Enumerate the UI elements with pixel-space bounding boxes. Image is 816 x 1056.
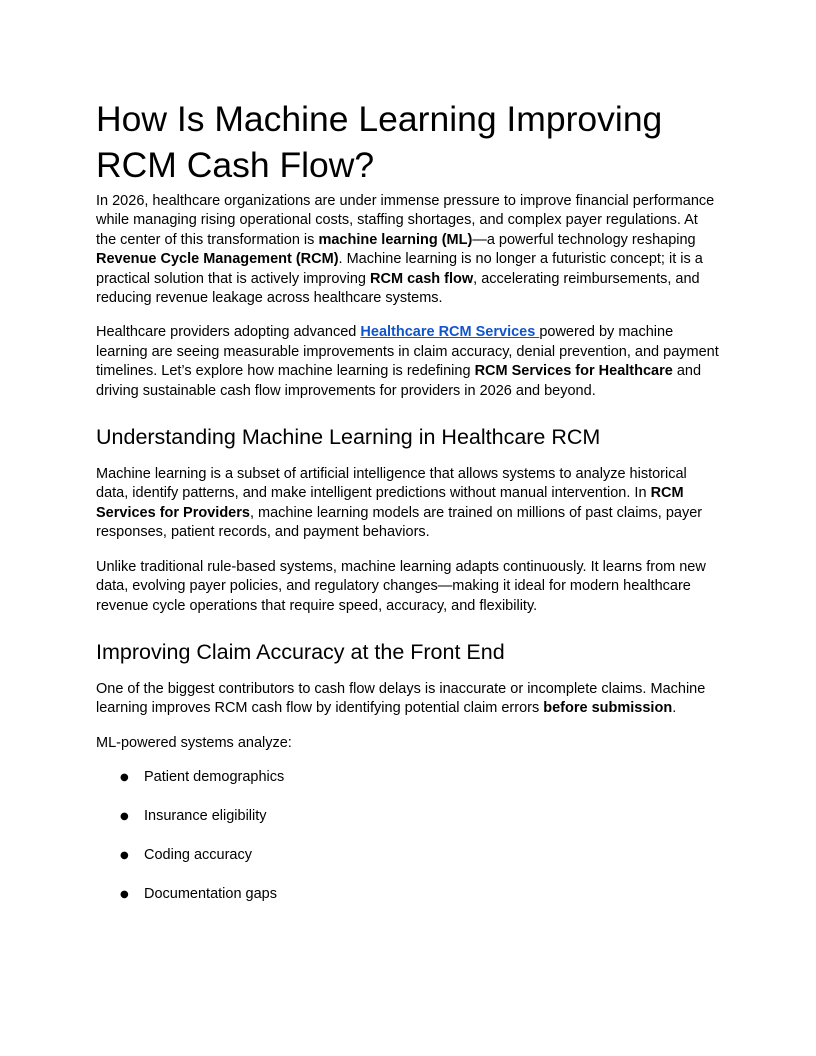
- list-item: [96, 846, 720, 865]
- claim-accuracy-paragraph-1: [96, 680, 720, 719]
- bold-text: RCM Services for Healthcare: [474, 363, 673, 380]
- bold-text: RCM Services for Providers: [96, 485, 684, 521]
- text-span: In 2026, healthcare organizations are under immense pressure to improve financial performance while managing rising operational costs, staffing shortages, and complex payer regulations. At the center of this transformation is: [96, 193, 715, 248]
- bold-text: machine learning (ML): [318, 231, 473, 248]
- list-item: [96, 768, 720, 787]
- bullet-icon: ●: [120, 850, 129, 862]
- document-page: [96, 96, 720, 924]
- bullet-icon: ●: [120, 889, 129, 901]
- list-item-text: Patient demographics: [144, 769, 285, 786]
- text-span: Healthcare providers adopting advanced: [96, 324, 361, 341]
- list-item-text: Coding accuracy: [144, 847, 252, 864]
- analysis-bullet-list: [96, 768, 720, 904]
- claim-accuracy-paragraph-2: ML-powered systems analyze:: [96, 734, 292, 751]
- page-title: How Is Machine Learning Improving RCM Cash Flow?: [96, 99, 663, 185]
- text-span: Machine learning is a subset of artificial intelligence that allows systems to analyze historical data, identify patterns, and make intelligent predictions without manual intervention. In: [96, 466, 687, 502]
- list-item-text: Insurance eligibility: [144, 808, 267, 825]
- healthcare-rcm-services-link[interactable]: Healthcare RCM Services: [360, 324, 540, 341]
- text-span: . Machine learning is no longer a futuristic concept; it is a practical solution that is actively improving: [96, 251, 703, 287]
- text-span: powered by machine learning are seeing measurable improvements in claim accuracy, denial prevention, and payment timelines. Let’s explore how machine learning is redefining: [96, 324, 719, 380]
- text-span: One of the biggest contributors to cash flow delays is inaccurate or incomplete claims. Machine learning improves RCM cash flow by identifying potential claim errors: [96, 680, 706, 717]
- text-span: , accelerating reimbursements, and reducing revenue leakage across healthcare systems.: [96, 270, 700, 307]
- understanding-paragraph-2: Unlike traditional rule-based systems, machine learning adapts continuously. It learns from new data, evolving payer policies, and regulatory changes—making it ideal for modern healthcare revenue cycle operations that require speed, accuracy, and flexibility.: [96, 558, 706, 614]
- list-item: [96, 807, 720, 826]
- bold-text: before submission: [543, 700, 673, 717]
- bullet-icon: ●: [120, 772, 129, 784]
- section-heading-claim-accuracy: Improving Claim Accuracy at the Front End: [96, 639, 505, 664]
- text-span: .: [672, 700, 677, 717]
- list-item-text: Documentation gaps: [144, 886, 277, 903]
- understanding-paragraph-1: [96, 465, 720, 543]
- intro-paragraph-2: [96, 323, 720, 401]
- bold-text: Revenue Cycle Management (RCM): [96, 251, 339, 268]
- bold-text: RCM cash flow: [370, 270, 474, 287]
- section-heading-understanding: Understanding Machine Learning in Healthcare RCM: [96, 425, 601, 450]
- bullet-icon: ●: [120, 811, 129, 823]
- list-item: [96, 885, 720, 904]
- text-span: and driving sustainable cash flow improvements for providers in 2026 and beyond.: [96, 363, 702, 399]
- intro-paragraph-1: [96, 192, 720, 308]
- text-span: , machine learning models are trained on millions of past claims, payer responses, patient records, and payment behaviors.: [96, 504, 703, 541]
- text-span: —a powerful technology reshaping: [472, 231, 696, 248]
